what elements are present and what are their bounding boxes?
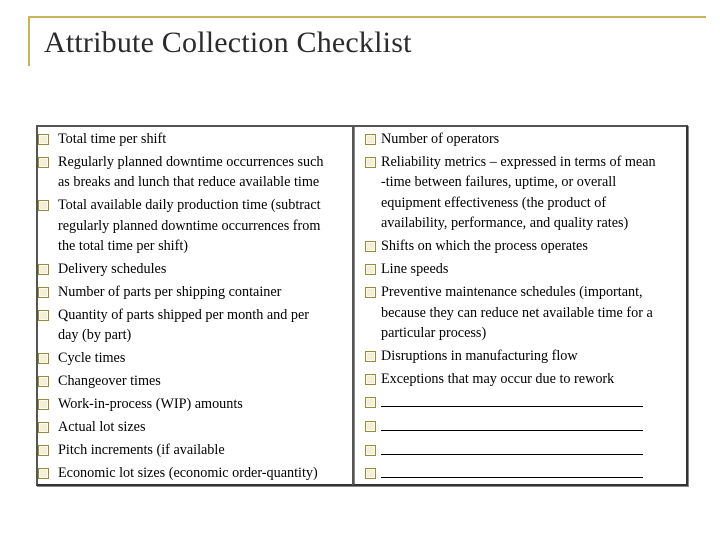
title-frame-left (28, 16, 30, 66)
checklist-item-text: Line speeds (381, 261, 449, 278)
checklist-item (38, 152, 348, 193)
checklist-item-text: particular process) (381, 325, 487, 342)
checklist-item-text: because they can reduce net available time for a (381, 304, 653, 321)
checklist-item-text: Actual lot sizes (58, 419, 146, 436)
blank-line (381, 440, 643, 455)
checklist-item (38, 259, 348, 280)
checkbox-bullet-icon (365, 374, 376, 385)
checklist-item-text: Disruptions in manufacturing flow (381, 347, 578, 364)
checklist-item-text: Cycle times (58, 350, 126, 367)
checklist-item (38, 417, 348, 438)
checklist-item-text: equipment effectiveness (the product of (381, 194, 607, 211)
checklist-item (38, 195, 348, 257)
checklist-item-text: Shifts on which the process operates (381, 238, 588, 255)
checkbox-bullet-icon (38, 422, 49, 433)
checkbox-bullet-icon (365, 157, 376, 168)
checkbox-bullet-icon (38, 310, 49, 321)
checklist-item (365, 129, 681, 150)
checkbox-bullet-icon (38, 287, 49, 298)
checklist-item (365, 259, 681, 280)
page-title: Attribute Collection Checklist (44, 26, 412, 59)
left-checklist (38, 129, 348, 486)
checklist-item (365, 346, 681, 367)
checklist-item-text: Number of operators (381, 131, 500, 147)
checkbox-bullet-icon (38, 200, 49, 211)
checkbox-bullet-icon (38, 264, 49, 275)
checklist-item-text: Changeover times (58, 373, 161, 390)
checklist-item-text: regularly planned downtime occurrences from (58, 217, 321, 234)
checklist-item-text: Preventive maintenance schedules (important, (381, 284, 643, 301)
checklist-item (365, 440, 681, 462)
checklist-item (365, 416, 681, 438)
title-frame-top (28, 16, 706, 18)
checklist-item (38, 440, 348, 461)
checkbox-bullet-icon (365, 287, 376, 298)
checklist-item (38, 305, 348, 346)
checklist-item-text: Work-in-process (WIP) amounts (58, 396, 243, 413)
blank-line (381, 463, 643, 478)
checkbox-bullet-icon (38, 376, 49, 387)
checklist-item (365, 282, 681, 344)
checklist-item (365, 236, 681, 257)
checkbox-bullet-icon (365, 421, 376, 432)
checklist-item-text: Total available daily production time (subtract (58, 197, 321, 214)
checklist-item-text: availability, performance, and quality rates) (381, 215, 629, 232)
blank-line (381, 392, 643, 407)
checklist-item (38, 348, 348, 369)
checkbox-bullet-icon (38, 445, 49, 456)
checklist-item (38, 371, 348, 392)
checklist-item-text: Number of parts per shipping container (58, 284, 282, 301)
checklist-item-text: Reliability metrics – expressed in terms of mean (381, 153, 656, 170)
checklist-item-text: Pitch increments (if available (58, 441, 225, 458)
checkbox-bullet-icon (365, 241, 376, 252)
checklist-item-text: Exceptions that may occur due to rework (381, 370, 615, 387)
checklist-item (365, 463, 681, 485)
checklist-item (365, 369, 681, 390)
checkbox-bullet-icon (365, 134, 376, 145)
checklist-item-text: day (by part) (58, 327, 132, 344)
checkbox-bullet-icon (365, 264, 376, 275)
checklist-item-text: Regularly planned downtime occurrences such (58, 153, 324, 170)
checklist-item (38, 129, 348, 150)
checkbox-bullet-icon (38, 134, 49, 145)
checklist-item-text: the total time per shift) (58, 238, 189, 255)
checklist-item (38, 282, 348, 303)
checkbox-bullet-icon (38, 468, 49, 479)
checklist-item (365, 152, 681, 234)
checklist-item-text: as breaks and lunch that reduce available time (58, 174, 320, 191)
blank-line (381, 416, 643, 431)
checklist-item-text: Quantity of parts shipped per month and per (58, 306, 309, 323)
right-checklist (365, 129, 681, 487)
checkbox-bullet-icon (365, 351, 376, 362)
checklist-item-text: Delivery schedules (58, 261, 167, 278)
checkbox-bullet-icon (38, 399, 49, 410)
checklist-item-text: Total time per shift (58, 131, 167, 147)
checklist-item (365, 392, 681, 414)
checklist-item (38, 394, 348, 415)
checkbox-bullet-icon (365, 468, 376, 479)
checklist-item-text: -time between failures, uptime, or overall (381, 174, 617, 191)
checkbox-bullet-icon (38, 157, 49, 168)
checkbox-bullet-icon (38, 353, 49, 364)
checkbox-bullet-icon (365, 397, 376, 408)
checkbox-bullet-icon (365, 445, 376, 456)
checklist-item-text: Economic lot sizes (economic order-quantity) (58, 464, 318, 481)
checklist-item (38, 463, 348, 484)
